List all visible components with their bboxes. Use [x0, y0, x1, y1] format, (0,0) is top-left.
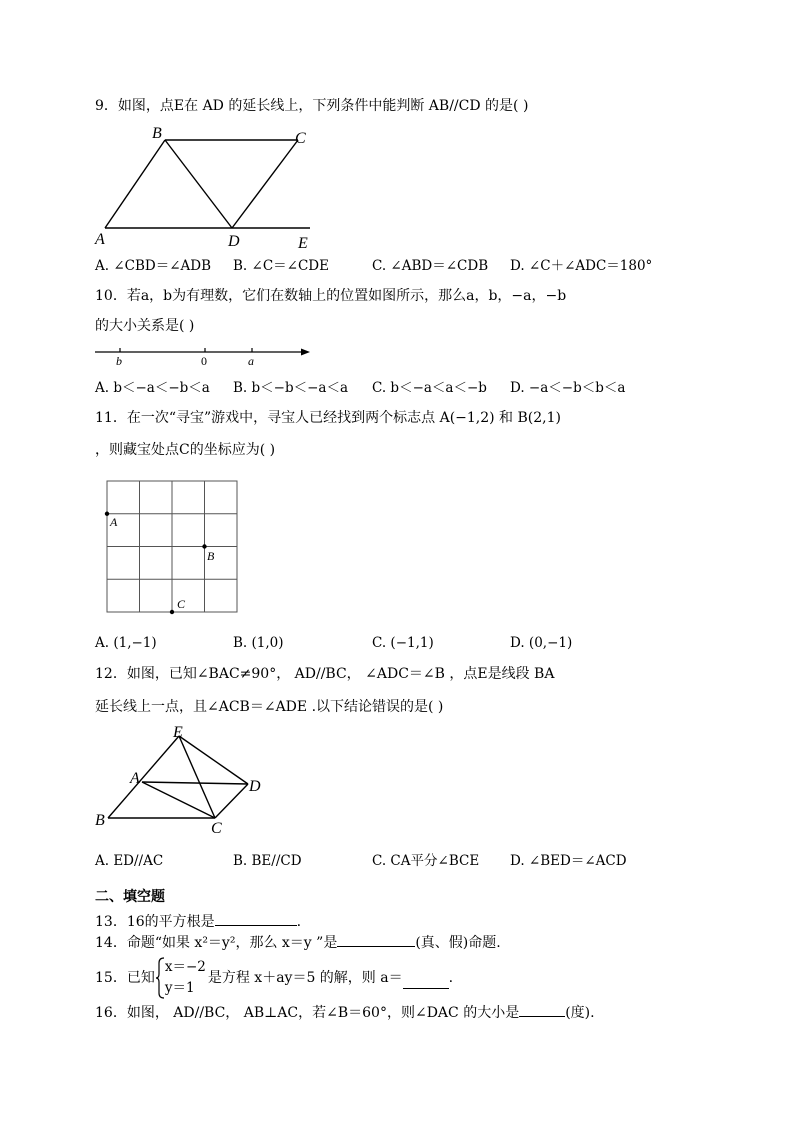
q15-system-lines	[165, 957, 206, 999]
q15-eq1: x＝−2	[164, 959, 206, 975]
q15-eq2: y＝1	[164, 980, 195, 996]
q9-option-a: A. ∠CBD＝∠ADB	[95, 258, 212, 274]
q10-stem-line2: 的大小关系是( )	[95, 318, 195, 334]
q10-label-b: b	[116, 354, 122, 368]
q14-end: (真、假)命题.	[415, 935, 501, 951]
q12-label-B: B	[95, 812, 105, 829]
q11-label-A: A	[110, 515, 118, 529]
q11-option-c: C. (−1,1)	[372, 635, 434, 651]
q10-stem-line1: 10．若a，b为有理数，它们在数轴上的位置如图所示，那么a，b，−a，−b	[95, 288, 567, 304]
q13-end: .	[296, 914, 302, 930]
q14-answer-blank[interactable]	[337, 932, 415, 947]
left-brace-icon	[155, 957, 165, 999]
section-title-fill-in: 二、填空题	[95, 889, 165, 905]
q16-text: 16．如图， AD//BC， AB⊥AC，若∠B＝60°，则∠DAC 的大小是	[95, 1005, 520, 1021]
q12-option-b: B. BE//CD	[233, 853, 302, 869]
q9-label-B: B	[152, 125, 162, 142]
q15-answer-blank[interactable]	[403, 974, 449, 989]
q11-option-a: A. (1,−1)	[95, 635, 157, 651]
q12-label-D: D	[249, 778, 261, 795]
q14	[95, 932, 501, 953]
q11-grid-figure	[100, 475, 250, 625]
q11-label-C: C	[177, 597, 186, 611]
q13-answer-blank[interactable]	[215, 911, 297, 926]
q14-text: 14．命题“如果 x²＝y²，那么 x＝y ”是	[95, 935, 338, 951]
q15	[95, 955, 453, 1001]
q10-number-line	[90, 340, 320, 372]
q13-text: 13．16的平方根是	[95, 914, 215, 930]
q12-figure	[90, 724, 270, 844]
q15-middle: 是方程 x＋ay＝5 的解，则 a＝	[207, 970, 403, 986]
q11-option-b: B. (1,0)	[233, 635, 284, 651]
q10-option-c: C. b＜−a＜a＜−b	[372, 380, 487, 396]
q9-figure	[90, 122, 320, 252]
q9-label-C: C	[295, 130, 306, 147]
q12-stem-line1: 12．如图，已知∠BAC≠90°， AD//BC， ∠ADC＝∠B ，点E是线段 BA	[95, 666, 555, 682]
q16	[95, 1002, 595, 1023]
q11-label-B: B	[207, 549, 215, 563]
q9-label-D: D	[228, 233, 240, 250]
q10-option-d: D. −a＜−b＜b＜a	[510, 380, 626, 396]
q16-answer-blank[interactable]	[519, 1002, 565, 1017]
q10-label-a: a	[248, 354, 254, 368]
q15-equation-system	[155, 957, 165, 999]
q9-label-A: A	[95, 231, 105, 248]
q15-end: .	[448, 970, 454, 986]
q10-option-b: B. b＜−b＜−a＜a	[233, 380, 349, 396]
q11-stem-line2: ，则藏宝处点C的坐标应为( )	[95, 442, 276, 458]
q13	[95, 911, 301, 932]
q12-label-A: A	[130, 770, 140, 787]
q9-option-b: B. ∠C＝∠CDE	[233, 258, 329, 274]
q12-option-a: A. ED//AC	[95, 853, 164, 869]
q9-option-d: D. ∠C＋∠ADC＝180°	[510, 258, 653, 274]
q9-label-E: E	[298, 235, 308, 252]
q12-option-d: D. ∠BED＝∠ACD	[510, 853, 627, 869]
q9-stem: 9．如图，点E在 AD 的延长线上，下列条件中能判断 AB//CD 的是( )	[95, 98, 529, 114]
q12-option-c: C. CA平分∠BCE	[372, 853, 480, 869]
q11-stem-line1: 11．在一次“寻宝”游戏中，寻宝人已经找到两个标志点 A(−1,2) 和 B(2,1)	[95, 410, 561, 426]
q11-option-d: D. (0,−1)	[510, 635, 573, 651]
q12-stem-line2: 延长线上一点，且∠ACB＝∠ADE .以下结论错误的是( )	[95, 699, 444, 715]
q15-text: 15．已知	[95, 970, 155, 986]
q10-option-a: A. b＜−a＜−b＜a	[95, 380, 210, 396]
q12-label-E: E	[173, 724, 183, 741]
q12-label-C: C	[211, 820, 222, 837]
q9-option-c: C. ∠ABD＝∠CDB	[372, 258, 489, 274]
q16-end: (度).	[565, 1005, 595, 1021]
q10-label-zero: 0	[201, 354, 207, 368]
